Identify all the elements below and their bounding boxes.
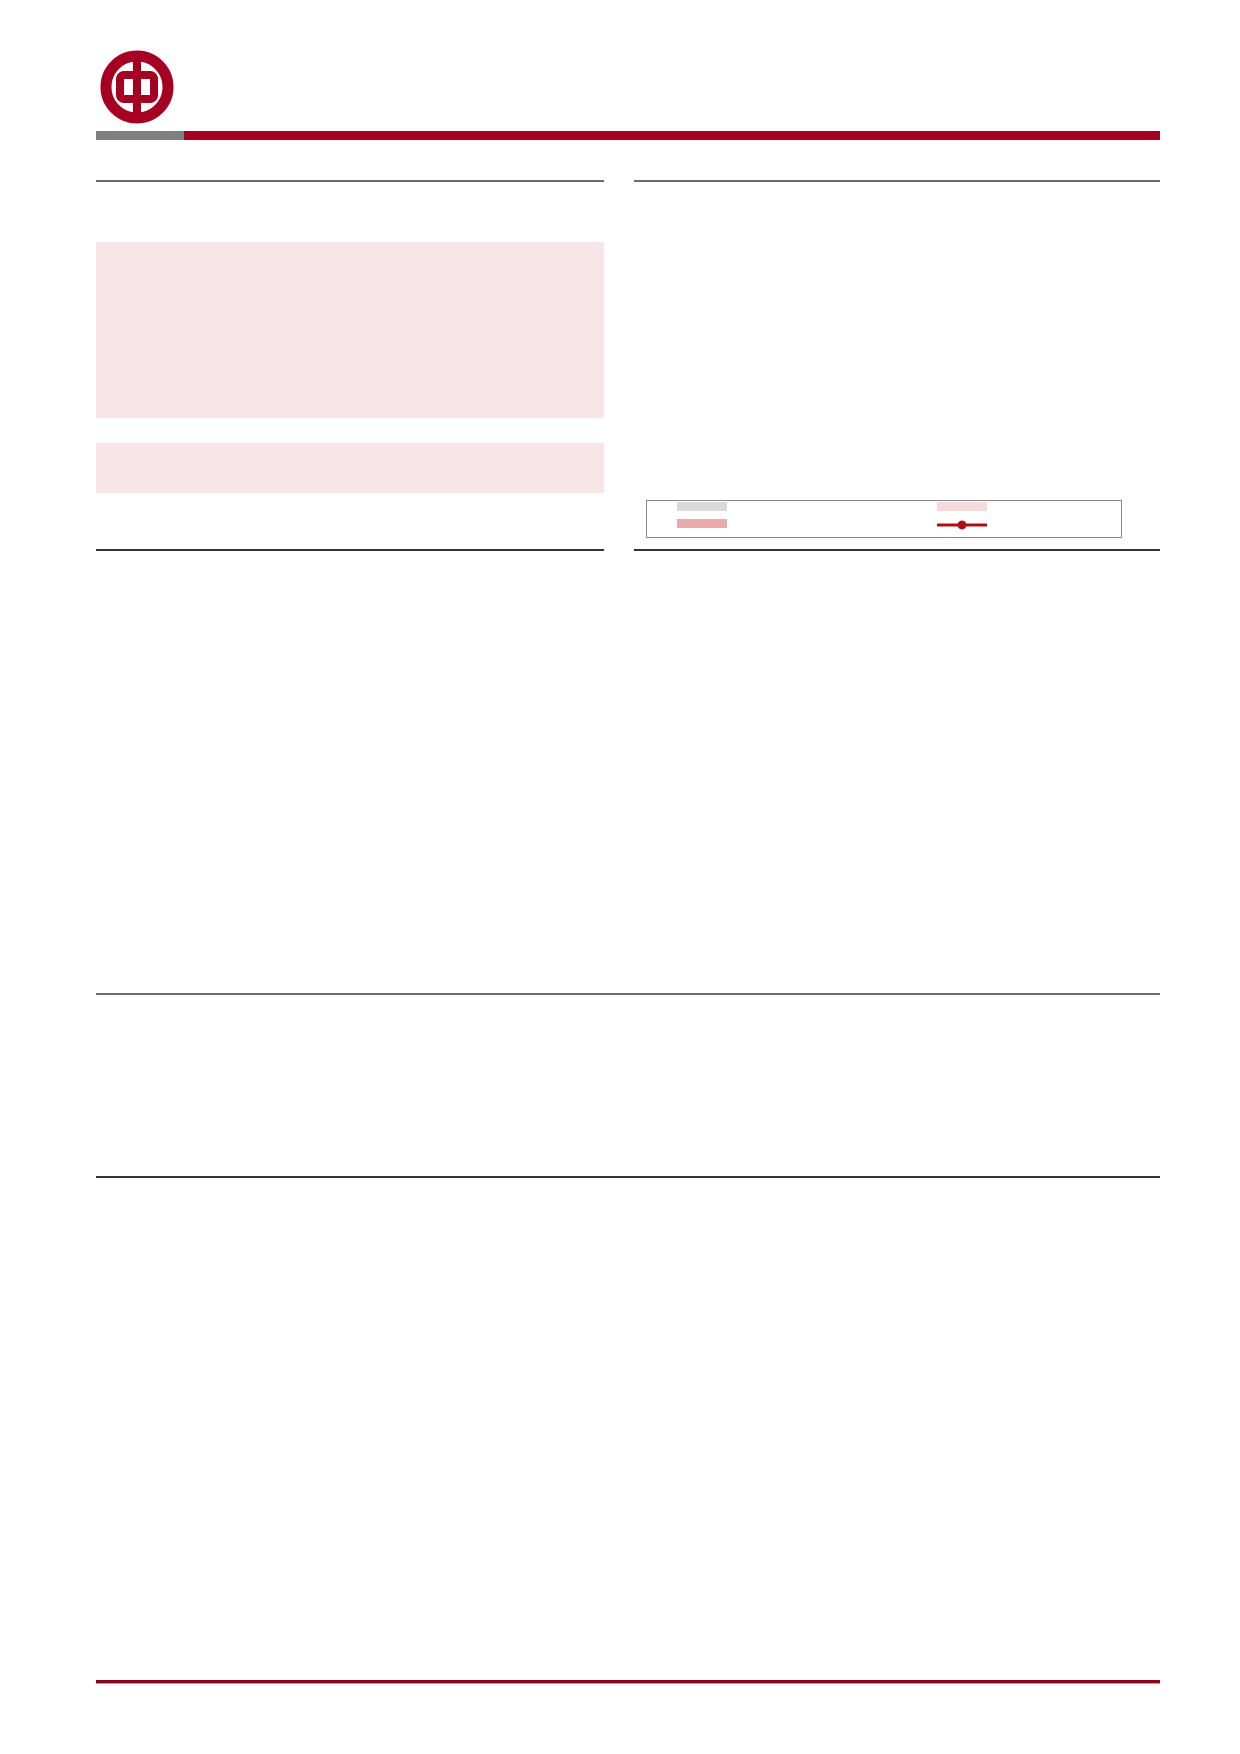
table-header bbox=[96, 212, 604, 242]
region-cell bbox=[96, 418, 256, 443]
fig8-title-rule bbox=[96, 180, 604, 182]
fig10-title-rule bbox=[96, 993, 1160, 995]
fig9-bottom-rule bbox=[634, 549, 1160, 551]
legend-line-marker-icon bbox=[937, 519, 987, 531]
visa-free-table bbox=[96, 212, 604, 519]
bank-of-china-logo-icon bbox=[100, 50, 174, 124]
countries-cell bbox=[256, 443, 604, 493]
table-row bbox=[96, 242, 604, 418]
header-bar-grey bbox=[96, 131, 184, 140]
legend-item-24 bbox=[937, 502, 991, 511]
fig10-bottom-rule bbox=[96, 1176, 1160, 1178]
legend-item-25 bbox=[677, 519, 731, 528]
flight-volume-chart bbox=[620, 188, 1140, 548]
legend-swatch-grey bbox=[677, 502, 727, 511]
region-cell bbox=[96, 493, 256, 519]
countries-cell bbox=[256, 242, 604, 418]
region-cell bbox=[96, 443, 256, 493]
table-row bbox=[96, 418, 604, 443]
countries-cell bbox=[256, 418, 604, 443]
countries-cell bbox=[256, 493, 604, 519]
chart-legend bbox=[646, 500, 1122, 538]
fig9-title-rule bbox=[634, 180, 1160, 182]
header-bar-red bbox=[184, 131, 1160, 140]
table-row bbox=[96, 443, 604, 493]
region-cell bbox=[96, 242, 256, 418]
chart-canvas bbox=[620, 188, 1140, 498]
legend-swatch-pink bbox=[937, 502, 987, 511]
table-row bbox=[96, 493, 604, 519]
footer-rule-light bbox=[96, 1683, 1160, 1684]
legend-swatch-red bbox=[677, 519, 727, 528]
legend-item-19 bbox=[677, 502, 731, 511]
legend-item-recovery bbox=[937, 519, 991, 531]
fig8-bottom-rule bbox=[96, 549, 604, 551]
